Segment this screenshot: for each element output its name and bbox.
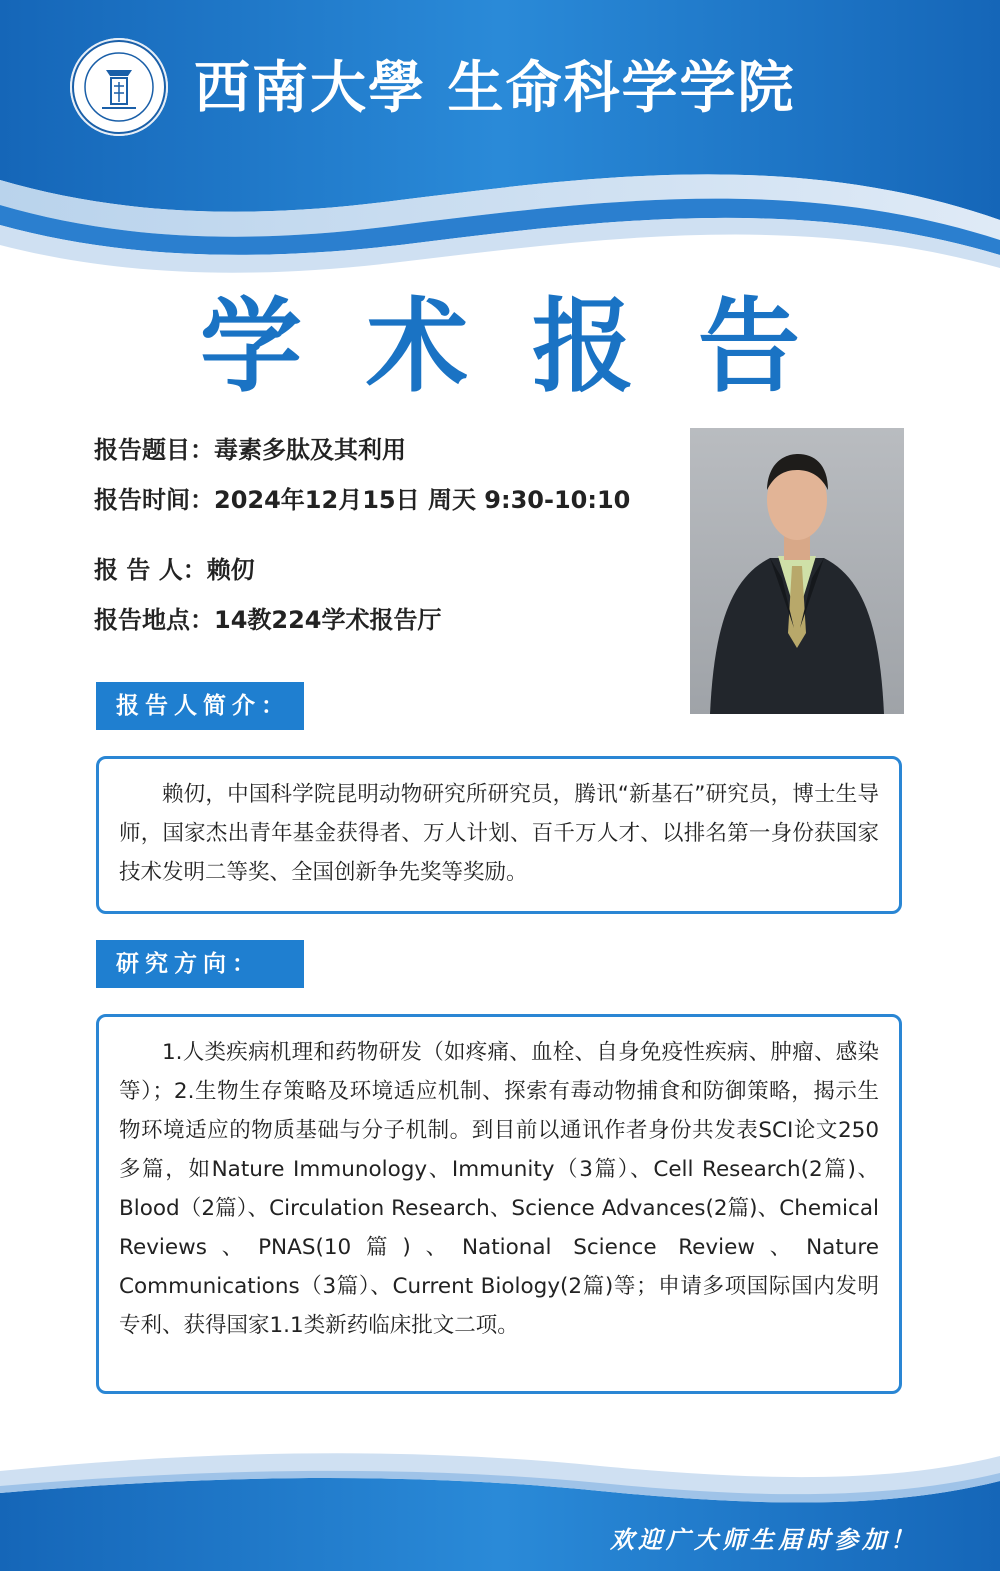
bio-box — [96, 756, 902, 914]
research-text: 1.人类疾病机理和药物研发（如疼痛、血栓、自身免疫性疾病、肿瘤、感染等）；2.生物生存策略及环境适应机制、探索有毒动物捕食和防御策略，揭示生物环境适应的物质基础与分子机制。到目前以通讯作者身份共发表SCI论文250多篇，如Nature Immunology、Immunity（3篇）、Cell Research(2篇)、Blood（2篇）、Circulation Research、Science Advances(2篇)、Chemical Reviews、PNAS(10篇)、National Science Review、Nature Communications（3篇）、Current Biology(2篇)等；申请多项国际国内发明专利、获得国家1.1类新药临床批文二项。 — [119, 1040, 879, 1338]
speaker-line — [94, 550, 255, 585]
research-heading: 研究方向： — [96, 940, 304, 988]
place-value: 14教224学术报告厅 — [214, 606, 442, 634]
time-value: 2024年12月15日 周天 9:30-10:10 — [214, 486, 631, 514]
place-label: 报告地点： — [94, 606, 214, 634]
footer-slogan: 欢迎广大师生届时参加！ — [610, 1525, 918, 1554]
place-line — [94, 600, 442, 635]
university-seal-logo — [70, 38, 168, 136]
bio-heading: 报告人简介： — [96, 682, 304, 730]
speaker-photo — [690, 428, 904, 714]
page-title: 学术报告 — [200, 287, 864, 407]
speaker-label: 报 告 人： — [94, 556, 207, 584]
research-box — [96, 1014, 902, 1394]
speaker-value: 赖仞 — [206, 556, 255, 584]
topic-value: 毒素多肽及其利用 — [214, 436, 406, 464]
bio-text: 赖仞，中国科学院昆明动物研究所研究员，腾讯“新基石”研究员，博士生导师，国家杰出青年基金获得者、万人计划、百千万人才、以排名第一身份获国家技术发明二等奖、全国创新争先奖等奖励。 — [119, 782, 879, 885]
topic-line — [94, 430, 406, 465]
time-line — [94, 480, 630, 515]
time-label: 报告时间： — [94, 486, 214, 514]
header-title: 西南大學 生命科学学院 — [194, 55, 796, 121]
topic-label: 报告题目： — [94, 436, 214, 464]
